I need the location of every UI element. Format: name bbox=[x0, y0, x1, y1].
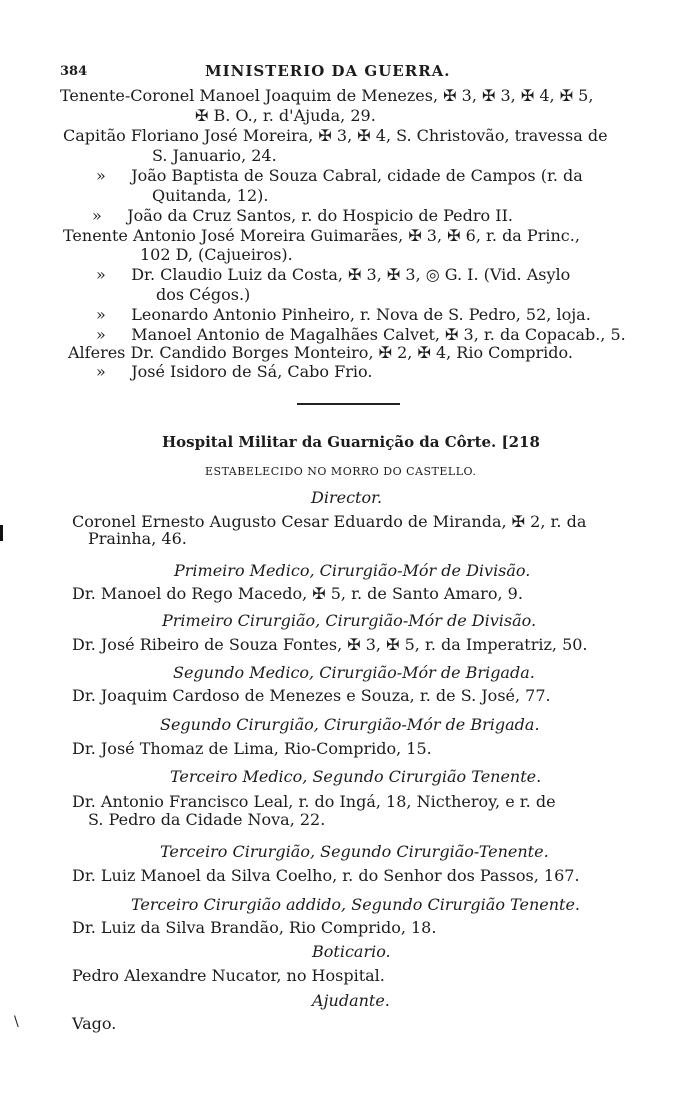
entry-line: Dr. José Thomaz de Lima, Rio-Comprido, 15. bbox=[72, 739, 432, 758]
role-heading: Ajudante. bbox=[312, 991, 390, 1010]
entry-line: Dr. Antonio Francisco Leal, r. do Ingá, 18, Nictheroy, e r. de bbox=[72, 792, 556, 811]
entry-line: Prainha, 46. bbox=[88, 529, 187, 548]
entry-line: Vago. bbox=[72, 1014, 117, 1033]
entry-line: Dr. Luiz Manoel da Silva Coelho, r. do Senhor dos Passos, 167. bbox=[72, 866, 580, 885]
section-title: Hospital Militar da Guarnição da Côrte. [218 bbox=[162, 433, 540, 451]
margin-mark bbox=[0, 525, 3, 541]
text-line: Tenente Antonio José Moreira Guimarães, ✠ 3, ✠ 6, r. da Princ., bbox=[63, 226, 580, 245]
margin-tick: \ bbox=[14, 1014, 19, 1030]
text-line: » Dr. Claudio Luiz da Costa, ✠ 3, ✠ 3, ◎ G. I. (Vid. Asylo bbox=[96, 265, 571, 284]
entry-line: S. Pedro da Cidade Nova, 22. bbox=[88, 810, 326, 829]
entry-line: Dr. Joaquim Cardoso de Menezes e Souza, r. de S. José, 77. bbox=[72, 686, 551, 705]
text-line: » José Isidoro de Sá, Cabo Frio. bbox=[96, 362, 373, 381]
text-line: 102 D, (Cajueiros). bbox=[140, 245, 293, 264]
role-heading: Segundo Cirurgião, Cirurgião-Mór de Brigada. bbox=[160, 715, 540, 734]
role-heading: Terceiro Cirurgião, Segundo Cirurgião-Tenente. bbox=[160, 842, 549, 861]
role-heading: Segundo Medico, Cirurgião-Mór de Brigada. bbox=[173, 663, 535, 682]
text-line: » João Baptista de Souza Cabral, cidade de Campos (r. da bbox=[96, 166, 583, 185]
role-heading: Director. bbox=[311, 488, 383, 507]
text-line: Alferes Dr. Candido Borges Monteiro, ✠ 2, ✠ 4, Rio Comprido. bbox=[68, 343, 573, 362]
entry-line: Dr. Manoel do Rego Macedo, ✠ 5, r. de Santo Amaro, 9. bbox=[72, 584, 523, 603]
page-number: 384 bbox=[60, 64, 88, 79]
role-heading: Primeiro Cirurgião, Cirurgião-Mór de Divisão. bbox=[162, 611, 537, 630]
section-subtitle: ESTABELECIDO NO MORRO DO CASTELLO. bbox=[205, 465, 477, 478]
text-line: » Leonardo Antonio Pinheiro, r. Nova de S. Pedro, 52, loja. bbox=[96, 305, 591, 324]
role-heading: Primeiro Medico, Cirurgião-Mór de Divisão. bbox=[174, 561, 531, 580]
text-line: Quitanda, 12). bbox=[152, 186, 269, 205]
role-heading: Boticario. bbox=[312, 942, 391, 961]
text-line: S. Januario, 24. bbox=[152, 146, 277, 165]
entry-line: Pedro Alexandre Nucator, no Hospital. bbox=[72, 966, 385, 985]
role-heading: Terceiro Medico, Segundo Cirurgião Tenente. bbox=[170, 767, 542, 786]
text-line: » João da Cruz Santos, r. do Hospicio de Pedro II. bbox=[92, 206, 513, 225]
text-line: dos Cégos.) bbox=[156, 285, 251, 304]
section-divider bbox=[297, 403, 400, 405]
role-heading: Terceiro Cirurgião addido, Segundo Cirurgião Tenente. bbox=[131, 895, 581, 914]
text-line: Tenente-Coronel Manoel Joaquim de Menezes, ✠ 3, ✠ 3, ✠ 4, ✠ 5, bbox=[60, 86, 594, 105]
text-line: Capitão Floriano José Moreira, ✠ 3, ✠ 4, S. Christovão, travessa de bbox=[63, 126, 608, 145]
running-title: MINISTERIO DA GUERRA. bbox=[205, 62, 451, 80]
text-line: » Manoel Antonio de Magalhães Calvet, ✠ 3, r. da Copacab., 5. bbox=[96, 325, 626, 344]
text-line: ✠ B. O., r. d'Ajuda, 29. bbox=[195, 106, 376, 125]
entry-line: Coronel Ernesto Augusto Cesar Eduardo de Miranda, ✠ 2, r. da bbox=[72, 512, 587, 531]
entry-line: Dr. José Ribeiro de Souza Fontes, ✠ 3, ✠ 5, r. da Imperatriz, 50. bbox=[72, 635, 588, 654]
entry-line: Dr. Luiz da Silva Brandão, Rio Comprido, 18. bbox=[72, 918, 437, 937]
